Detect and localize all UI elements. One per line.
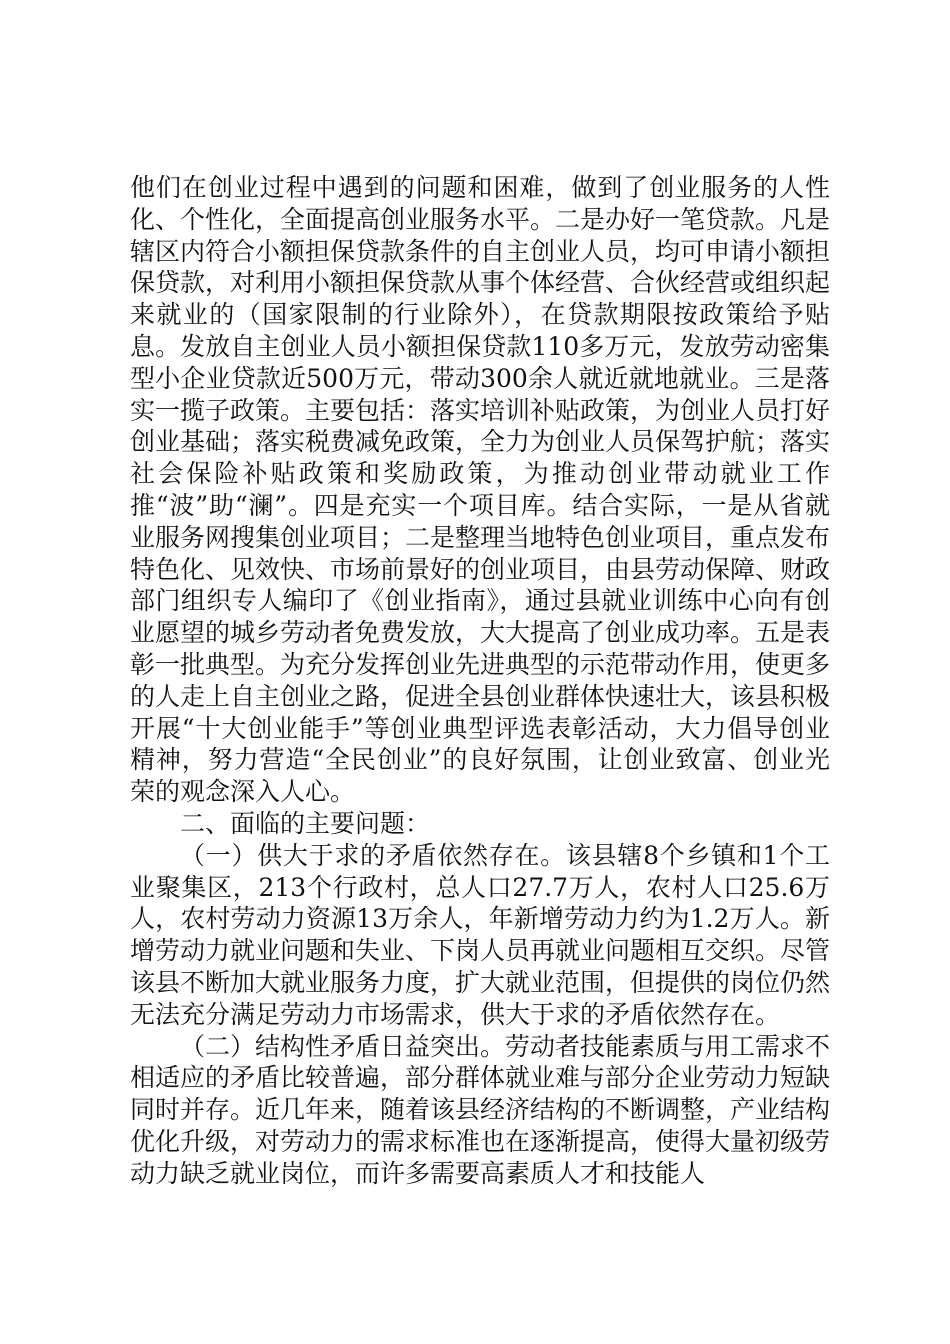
- paragraph-supply-demand: （一）供大于求的矛盾依然存在。该县辖8个乡镇和1个工业聚集区，213个行政村，总人口27.7万人，农村人口25.6万人，农村劳动力资源13万余人，年新增劳动力约为1.2万人。新增劳动力就业问题和失业、下岗人员再就业问题相互交织。尽管该县不断加大就业服务力度，扩大就业范围，但提供的岗位仍然无法充分满足劳动力市场需求，供大于求的矛盾依然存在。: [130, 840, 831, 1029]
- section-heading-problems: 二、面临的主要问题：: [180, 808, 431, 838]
- paragraph-continuation: 他们在创业过程中遇到的问题和困难，做到了创业服务的人性化、个性化，全面提高创业服务水平。二是办好一笔贷款。凡是辖区内符合小额担保贷款条件的自主创业人员，均可申请小额担保贷款，对利用小额担保贷款从事个体经营、合伙经营或组织起来就业的（国家限制的行业除外），在贷款期限按政策给予贴息。发放自主创业人员小额担保贷款110多万元，发放劳动密集型小企业贷款近500万元，带动300余人就近就地就业。三是落实一揽子政策。主要包括：落实培训补贴政策，为创业人员打好创业基础；落实税费减免政策，全力为创业人员保驾护航；落实社会保险补贴政策和奖励政策，为推动创业带动就业工作推“波”助“澜”。四是充实一个项目库。结合实际，一是从省就业服务网搜集创业项目；二是整理当地特色创业项目，重点发布特色化、见效快、市场前景好的创业项目，由县劳动保障、财政部门组织专人编印了《创业指南》，通过县就业训练中心向有创业愿望的城乡劳动者免费发放，大大提高了创业成功率。五是表彰一批典型。为充分发挥创业先进典型的示范带动作用，使更多的人走上自主创业之路，促进全县创业群体快速壮大，该县积极开展“十大创业能手”等创业典型评选表彰活动，大力倡导创业精神，努力营造“全民创业”的良好氛围，让创业致富、创业光荣的观念深入人心。: [130, 173, 831, 807]
- document-body: [130, 172, 830, 1190]
- paragraph-structural: （二）结构性矛盾日益突出。劳动者技能素质与用工需求不相适应的矛盾比较普遍，部分群体就业难与部分企业劳动力短缺同时并存。近几年来，随着该县经济结构的不断调整，产业结构优化升级，对劳动力的需求标准也在逐渐提高，使得大量初级劳动力缺乏就业岗位，而许多需要高素质人才和技能人: [130, 1031, 831, 1188]
